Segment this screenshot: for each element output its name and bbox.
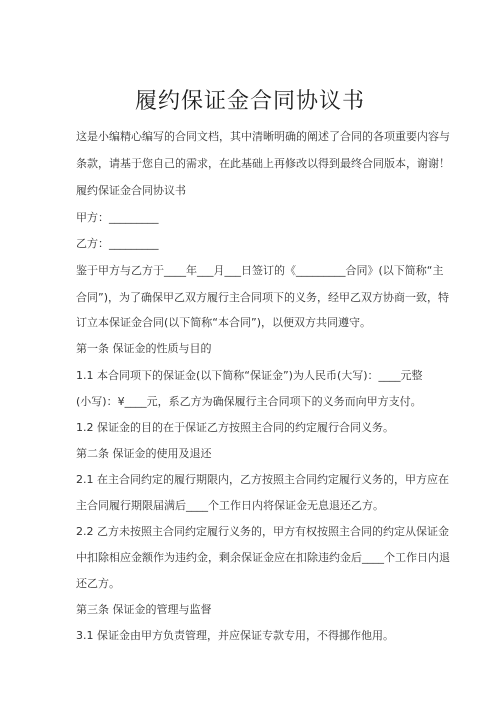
- article-1-heading: 第一条 保证金的性质与目的: [76, 342, 212, 355]
- article-3-heading: 第三条 保证金的管理与监督: [76, 603, 212, 616]
- clause-3-1-line: 3.1 保证金由甲方负责管理，并应保证专款专用，不得挪作他用。: [76, 629, 394, 642]
- clause-2-2-line-1: 2.2 乙方未按照主合同约定履行义务的，甲方有权按照主合同的约定从保证金: [76, 525, 449, 538]
- clause-2-1-line-1: 2.1 在主合同约定的履行期限内，乙方按照主合同约定履行义务的，甲方应在: [76, 473, 449, 486]
- document-title: 履约保证金合同协议书: [134, 89, 365, 114]
- clause-1-2-line: 1.2 保证金的目的在于保证乙方按照主合同的约定履行合同义务。: [76, 421, 394, 434]
- preamble-line-3: 订立本保证金合同(以下简称“本合同”)，以便双方共同遵守。: [76, 316, 371, 329]
- clause-1-1-line-2: (小写)：¥____元，系乙方为确保履行主合同项下的义务而向甲方支付。: [76, 395, 422, 408]
- preamble-line-2: 合同”)，为了确保甲乙双方履行主合同项下的义务，经甲乙双方协商一致，特: [76, 291, 449, 304]
- article-2-heading: 第二条 保证金的使用及退还: [76, 447, 212, 460]
- intro-line-1: 这是小编精心编写的合同文档，其中清晰明确的阐述了合同的各项重要内容与: [76, 130, 450, 143]
- clause-2-2-line-2: 中扣除相应金额作为违约金，剩余保证金应在扣除违约金后____个工作日内退: [76, 551, 450, 564]
- party-a-line: 甲方：_________: [76, 211, 159, 224]
- intro-line-2: 条款，请基于您自己的需求，在此基础上再修改以得到最终合同版本，谢谢！: [76, 157, 450, 170]
- preamble-line-1: 鉴于甲方与乙方于____年___月___日签订的《_________合同》(以下简称“主: [76, 264, 444, 277]
- clause-1-1-line-1: 1.1 本合同项下的保证金(以下简称“保证金”)为人民币(大写)：____元整: [76, 369, 423, 382]
- clause-2-1-line-2: 主合同履行期限届满后____个工作日内将保证金无息退还乙方。: [76, 499, 384, 512]
- party-b-line: 乙方：_________: [76, 237, 159, 250]
- subtitle-line: 履约保证金合同协议书: [76, 184, 186, 197]
- clause-2-2-line-3: 还乙方。: [76, 577, 120, 590]
